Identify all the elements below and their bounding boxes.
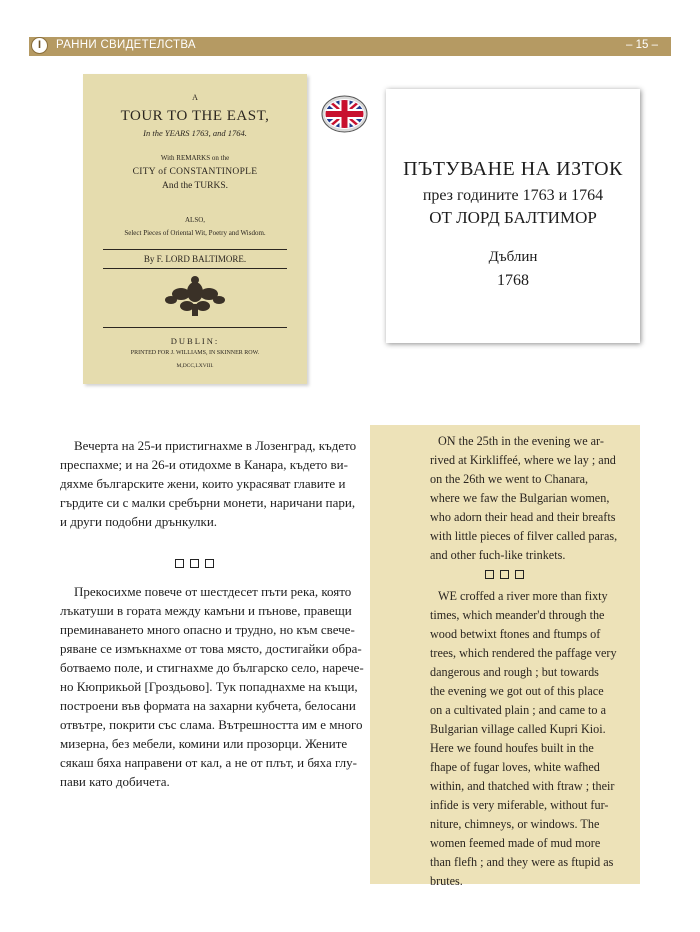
cover-years: In the YEARS 1763, and 1764. [143,128,247,138]
text-line: trees, which rendered the paffage very [430,646,617,660]
text-line: the evening we got out of this place [430,684,604,698]
text-line: and other fuch-like trinkets. [430,548,566,562]
text-line: who adorn their head and their breafts [430,510,616,524]
text-line: лъкатуши в гората между камъни и пънове, правещи [60,603,352,618]
page-number: – 15 – [626,39,658,51]
text-line: ряване се измъкнахме от това място, достигайки обра- [60,641,362,656]
cover-author: By F. LORD BALTIMORE. [143,254,247,264]
section-badge: I [31,37,48,54]
text-line: with little pieces of filver called paras, [430,529,618,543]
text-line: infide is very miferable, without fur- [430,798,609,812]
cover-also: ALSO, [184,216,206,224]
en-paragraph-2 [430,587,617,891]
cover-dublin: DUBLIN: [170,336,220,346]
en-paragraph-1 [430,432,618,565]
bg-paragraph-1 [60,436,357,531]
text-line: brutes. [430,874,463,888]
text-line: но Кюприкьой [Гроздьово]. Тук попаднахме на къщи, [60,679,358,694]
bg-paragraph-2 [60,582,364,791]
cover-a: A [192,93,198,102]
text-line: преспахме; и на 26-и отидохме в Канара, където ви- [60,457,348,472]
text-line: преминаването много опасно и трудно, но към свече- [60,622,355,637]
bg-title-card [386,89,640,343]
text-line: отвътре, покрити със слама. Вътрешността им е много [60,717,363,732]
text-line: on the 26th we went to Chanara, [430,472,589,486]
ornament-icon [163,274,227,318]
bg-title-city: Дъблин [488,249,538,265]
section-separator [175,555,220,573]
text-line: niture, chimneys, or windows. The [430,817,600,831]
text-line: WE croffed a river more than fixty [438,589,608,603]
text-line: Вечерта на 25-и пристигнахме в Лозенград, където [74,438,357,453]
bg-title-line2: през годините 1763 и 1764 [422,187,604,204]
text-line: ON the 25th in the evening we ar- [438,434,604,448]
text-line: ботваемо поле, и стигнахме до българско село, нарече- [60,660,364,675]
text-line: within, and thatched with ftraw ; their [430,779,615,793]
text-line: wood betwixt ftones and ftumps of [430,627,601,641]
text-line: where we faw the Bulgarian women, [430,491,610,505]
section-title: РАННИ СВИДЕТЕЛСТВА [56,39,196,51]
text-line: мизерна, без мебели, комини или прозорци. Жените [60,736,348,751]
text-line: than flefh ; and they were as ftupid as [430,855,614,869]
cover-rule [103,268,287,269]
text-line: Прекосихме повече от шестдесет пъти река, която [74,584,352,599]
cover-rule [103,249,287,250]
cover-year: M,DCC,LXVIII. [176,363,214,369]
cover-title: TOUR TO THE EAST, [120,108,270,124]
cover-city: CITY of CONSTANTINOPLE [132,167,258,177]
text-line: rived at Kirkliffeé, where we lay ; and [430,453,616,467]
uk-flag-icon [321,94,368,134]
cover-turks: And the TURKS. [161,181,229,191]
cover-printed: PRINTED FOR J. WILLIAMS, IN SKINNER ROW. [130,350,260,356]
text-line: построени във формата на захарни кубчета, белосани [60,698,356,713]
text-line: Bulgarian village called Kupri Kioi. [430,722,606,736]
bg-title-line1: ПЪТУВАНЕ НА ИЗТОК [403,158,623,180]
section-separator [485,566,530,584]
text-line: гърдите си с малки сребърни монети, наричани пари, [60,495,356,510]
text-line: и други подобни дрънкулки. [60,514,218,529]
text-line: сякаш бяха направени от кал, а не от плът, и бяха глу- [60,755,357,770]
cover-rule [103,327,287,328]
text-line: women feemed made of mud more [430,836,601,850]
cover-select: Select Pieces of Oriental Wit, Poetry and Wisdom. [124,229,266,237]
text-line: дяхме българските жени, които украсяват главите и [60,476,346,491]
text-line: times, which meander'd through the [430,608,605,622]
text-line: Here we found houfes built in the [430,741,594,755]
text-line: dangerous and rough ; but towards [430,665,599,679]
text-line: пави като добичета. [60,774,170,789]
text-line: on a cultivated plain ; and came to a [430,703,606,717]
text-line: fhape of fugar loves, white wafhed [430,760,600,774]
bg-title-year: 1768 [497,272,529,289]
cover-with-remarks: With REMARKS on the [160,154,230,162]
bg-title-line3: ОТ ЛОРД БАЛТИМОР [429,208,597,227]
book-cover-image [83,74,307,384]
